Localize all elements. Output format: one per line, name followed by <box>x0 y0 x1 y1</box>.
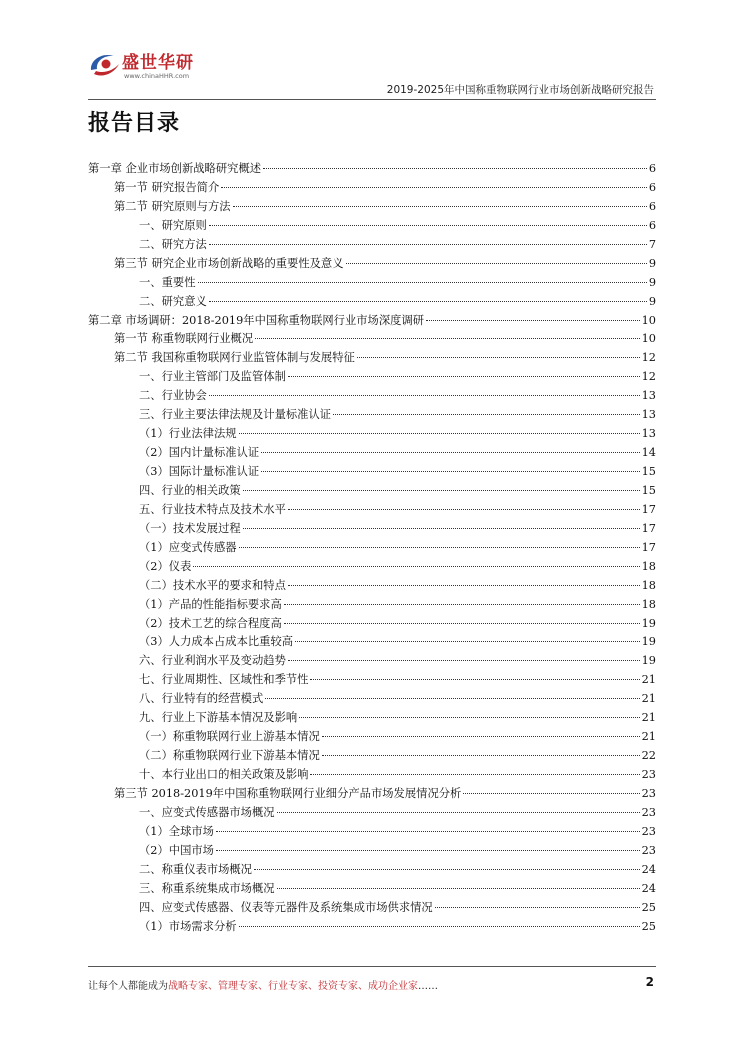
toc-entry-title: 十、本行业出口的相关政策及影响 <box>139 768 309 781</box>
toc-entry[interactable] <box>88 671 656 690</box>
toc-entry-page: 10 <box>641 332 656 346</box>
toc-entry-page: 9 <box>648 294 656 308</box>
toc-leader-dots <box>288 660 640 661</box>
toc-entry-title: （1）全球市场 <box>139 824 214 838</box>
toc-leader-dots <box>209 395 640 396</box>
toc-leader-dots <box>255 338 639 339</box>
toc-entry-title: （1）应变式传感器 <box>139 540 237 554</box>
toc-entry-title: （3）国际计量标准认证 <box>139 465 260 478</box>
toc-entry-title: （2）技术工艺的综合程度高 <box>139 616 282 630</box>
toc-entry[interactable] <box>88 709 656 728</box>
toc-entry-title: 六、行业利润水平及变动趋势 <box>139 654 286 668</box>
toc-entry-page: 23 <box>641 843 656 857</box>
toc-entry[interactable] <box>88 425 656 444</box>
toc-leader-dots <box>209 244 647 245</box>
toc-entry[interactable] <box>88 596 656 615</box>
page-header <box>88 38 656 100</box>
logo-text: 盛世华研 <box>122 53 194 73</box>
toc-leader-dots <box>322 755 640 756</box>
toc-entry-page: 23 <box>641 786 656 800</box>
toc-entry[interactable] <box>88 274 656 293</box>
toc-leader-dots <box>265 698 639 699</box>
toc-entry-page: 25 <box>641 900 656 914</box>
toc-leader-dots <box>463 793 639 794</box>
report-title: 2019-2025年中国称重物联网行业市场创新战略研究报告 <box>386 84 654 96</box>
toc-entry[interactable] <box>88 880 656 899</box>
toc-leader-dots <box>216 831 640 832</box>
toc-entry[interactable] <box>88 330 656 349</box>
toc-entry-page: 23 <box>641 824 656 838</box>
toc-entry-page: 21 <box>641 673 656 687</box>
toc-leader-dots <box>284 604 640 605</box>
toc-entry[interactable] <box>88 501 656 520</box>
toc-entry[interactable] <box>88 899 656 918</box>
toc-leader-dots <box>277 812 640 813</box>
toc-leader-dots <box>243 528 640 529</box>
toc-entry-title: 二、研究意义 <box>139 294 207 308</box>
toc-entry-title: （一）技术发展过程 <box>139 521 241 535</box>
toc-entry[interactable] <box>88 861 656 880</box>
toc-leader-dots <box>233 206 647 207</box>
toc-entry[interactable] <box>88 823 656 842</box>
toc-entry-page: 13 <box>641 408 656 422</box>
toc-leader-dots <box>310 774 639 775</box>
toc-entry[interactable] <box>88 615 656 634</box>
toc-entry-title: 第二节 我国称重物联网行业监管体制与发展特征 <box>114 351 355 365</box>
toc-entry-page: 17 <box>641 521 656 535</box>
toc-leader-dots <box>284 623 640 624</box>
toc-entry-page: 25 <box>641 919 656 933</box>
toc-entry-page: 14 <box>641 446 656 460</box>
toc-entry-page: 18 <box>641 578 656 592</box>
toc-leader-dots <box>209 301 647 302</box>
toc-entry[interactable] <box>88 633 656 652</box>
toc-entry-page: 22 <box>641 749 656 763</box>
toc-entry[interactable] <box>88 293 656 312</box>
toc-entry-title: （2）国内计量标准认证 <box>139 446 260 460</box>
toc-entry-title: 一、重要性 <box>139 275 196 289</box>
footer-slogan-prefix: 让每个人都能成为 <box>88 981 168 992</box>
toc-leader-dots <box>322 736 640 737</box>
toc-entry[interactable] <box>88 368 656 387</box>
toc-entry[interactable] <box>88 652 656 671</box>
toc-entry[interactable] <box>88 766 656 785</box>
toc-leader-dots <box>193 566 639 567</box>
toc-entry-title: 一、研究原则 <box>139 218 207 232</box>
toc-entry-page: 13 <box>641 427 656 441</box>
toc-entry-title: 第二节 研究原则与方法 <box>114 199 231 213</box>
toc-entry-title: 四、应变式传感器、仪表等元器件及系统集成市场供求情况 <box>139 900 433 914</box>
toc-entry-page: 21 <box>641 692 656 706</box>
toc-leader-dots <box>261 471 639 472</box>
toc-entry[interactable] <box>88 387 656 406</box>
toc-entry-title: 九、行业上下游基本情况及影响 <box>139 711 298 725</box>
toc-leader-dots <box>299 717 639 718</box>
toc-entry-title: 三、称重系统集成市场概况 <box>139 881 275 895</box>
toc-entry-page: 18 <box>641 559 656 573</box>
footer-slogan <box>88 977 438 992</box>
toc-entry[interactable] <box>88 160 656 179</box>
toc-entry-page: 23 <box>641 805 656 819</box>
toc-entry-title: （二）技术水平的要求和特点 <box>139 578 286 592</box>
toc-entry-page: 6 <box>648 180 656 194</box>
toc-entry[interactable] <box>88 520 656 539</box>
toc-entry-page: 21 <box>641 711 656 725</box>
toc-entry[interactable] <box>88 842 656 861</box>
toc-entry-page: 13 <box>641 389 656 403</box>
footer-divider <box>88 966 656 967</box>
toc-entry-title: 二、行业协会 <box>139 389 207 403</box>
toc-leader-dots <box>346 263 647 264</box>
toc-leader-dots <box>239 433 640 434</box>
toc-entry[interactable] <box>88 349 656 368</box>
toc-leader-dots <box>261 452 639 453</box>
toc-entry-page: 19 <box>641 616 656 630</box>
toc-entry-title: 三、行业主要法律法规及计量标准认证 <box>139 408 332 422</box>
toc-entry[interactable] <box>88 217 656 236</box>
toc-entry-page: 6 <box>648 218 656 232</box>
toc-entry[interactable] <box>88 406 656 425</box>
toc-leader-dots <box>333 414 640 415</box>
toc-entry-title: 第三节 2018-2019年中国称重物联网行业细分产品市场发展情况分析 <box>114 786 462 800</box>
toc-entry-title: （1）市场需求分析 <box>139 919 237 933</box>
toc-entry[interactable] <box>88 577 656 596</box>
toc-entry-title: 第一章 企业市场创新战略研究概述 <box>88 162 262 175</box>
toc-leader-dots <box>426 320 640 321</box>
toc-leader-dots <box>239 926 640 927</box>
toc-leader-dots <box>243 490 640 491</box>
toc-leader-dots <box>288 509 640 510</box>
toc-entry-page: 24 <box>641 862 656 876</box>
toc-entry[interactable] <box>88 918 656 937</box>
toc-entry[interactable] <box>88 312 656 331</box>
toc-entry-title: 一、行业主管部门及监管体制 <box>139 370 286 384</box>
toc-entry[interactable] <box>88 539 656 558</box>
toc-entry-page: 9 <box>648 256 656 270</box>
toc-entry-title: 第三节 研究企业市场创新战略的重要性及意义 <box>114 256 344 270</box>
toc-entry-page: 19 <box>641 635 656 649</box>
toc-entry-page: 17 <box>641 502 656 516</box>
toc-leader-dots <box>288 376 640 377</box>
toc-leader-dots <box>435 907 640 908</box>
table-of-contents <box>88 160 656 936</box>
toc-entry-page: 23 <box>641 768 656 781</box>
toc-entry[interactable] <box>88 463 656 482</box>
logo-swoosh-icon <box>88 50 122 80</box>
toc-entry[interactable] <box>88 179 656 198</box>
toc-entry-title: （1）产品的性能指标要求高 <box>139 597 282 611</box>
toc-entry-title: （1）行业法律法规 <box>139 427 237 441</box>
toc-entry-title: 五、行业技术特点及技术水平 <box>139 502 286 516</box>
toc-entry-title: 八、行业特有的经营模式 <box>139 692 264 706</box>
header-divider <box>88 99 656 100</box>
toc-entry-page: 15 <box>641 483 656 497</box>
toc-entry-title: 一、应变式传感器市场概况 <box>139 805 275 819</box>
toc-entry-title: （3）人力成本占成本比重较高 <box>139 635 294 649</box>
toc-entry-title: （二）称重物联网行业下游基本情况 <box>139 749 320 763</box>
toc-entry-title: 第二章 市场调研：2018-2019年中国称重物联网行业市场深度调研 <box>88 313 425 327</box>
toc-entry-page: 7 <box>648 237 656 251</box>
footer-slogan-highlight: 战略专家、管理专家、行业专家、投资专家、成功企业家 <box>168 981 418 992</box>
toc-entry-page: 6 <box>648 162 656 175</box>
toc-entry-title: （2）中国市场 <box>139 843 214 857</box>
toc-entry-page: 12 <box>641 370 656 384</box>
toc-leader-dots <box>216 850 640 851</box>
toc-entry-title: 四、行业的相关政策 <box>139 483 241 497</box>
toc-entry-page: 6 <box>648 199 656 213</box>
toc-entry-title: 二、研究方法 <box>139 237 207 251</box>
toc-entry[interactable] <box>88 804 656 823</box>
page-number: 2 <box>645 975 654 989</box>
toc-entry[interactable] <box>88 785 656 804</box>
toc-leader-dots <box>263 168 647 169</box>
toc-entry[interactable] <box>88 690 656 709</box>
toc-entry[interactable] <box>88 558 656 577</box>
footer-slogan-suffix: …… <box>418 981 438 992</box>
toc-entry-page: 24 <box>641 881 656 895</box>
toc-leader-dots <box>310 679 639 680</box>
toc-leader-dots <box>239 547 640 548</box>
toc-entry[interactable] <box>88 728 656 747</box>
company-logo[interactable] <box>88 46 208 90</box>
toc-leader-dots <box>295 641 640 642</box>
toc-entry-page: 17 <box>641 540 656 554</box>
toc-leader-dots <box>357 357 640 358</box>
toc-entry-title: 七、行业周期性、区域性和季节性 <box>139 673 309 687</box>
toc-entry-title: 第一节 称重物联网行业概况 <box>114 332 254 346</box>
page-heading: 报告目录 <box>88 111 181 136</box>
toc-entry-title: 第一节 研究报告简介 <box>114 180 220 194</box>
toc-leader-dots <box>198 282 647 283</box>
toc-entry[interactable] <box>88 255 656 274</box>
toc-entry-page: 12 <box>641 351 656 365</box>
toc-leader-dots <box>288 585 640 586</box>
toc-entry[interactable] <box>88 482 656 501</box>
toc-entry-page: 21 <box>641 730 656 744</box>
toc-leader-dots <box>221 187 647 188</box>
toc-entry[interactable] <box>88 236 656 255</box>
toc-entry[interactable] <box>88 444 656 463</box>
toc-entry[interactable] <box>88 198 656 217</box>
toc-entry[interactable] <box>88 747 656 766</box>
toc-entry-title: （一）称重物联网行业上游基本情况 <box>139 730 320 744</box>
toc-leader-dots <box>254 869 640 870</box>
toc-entry-page: 15 <box>641 465 656 478</box>
page-footer <box>88 975 656 995</box>
toc-entry-page: 9 <box>648 275 656 289</box>
toc-entry-page: 10 <box>641 313 656 327</box>
toc-entry-page: 18 <box>641 597 656 611</box>
toc-entry-title: （2）仪表 <box>139 559 192 573</box>
logo-url: www.chinaHHR.com <box>124 72 190 80</box>
toc-entry-page: 19 <box>641 654 656 668</box>
toc-entry-title: 二、称重仪表市场概况 <box>139 862 252 876</box>
toc-leader-dots <box>209 225 647 226</box>
toc-leader-dots <box>277 888 640 889</box>
